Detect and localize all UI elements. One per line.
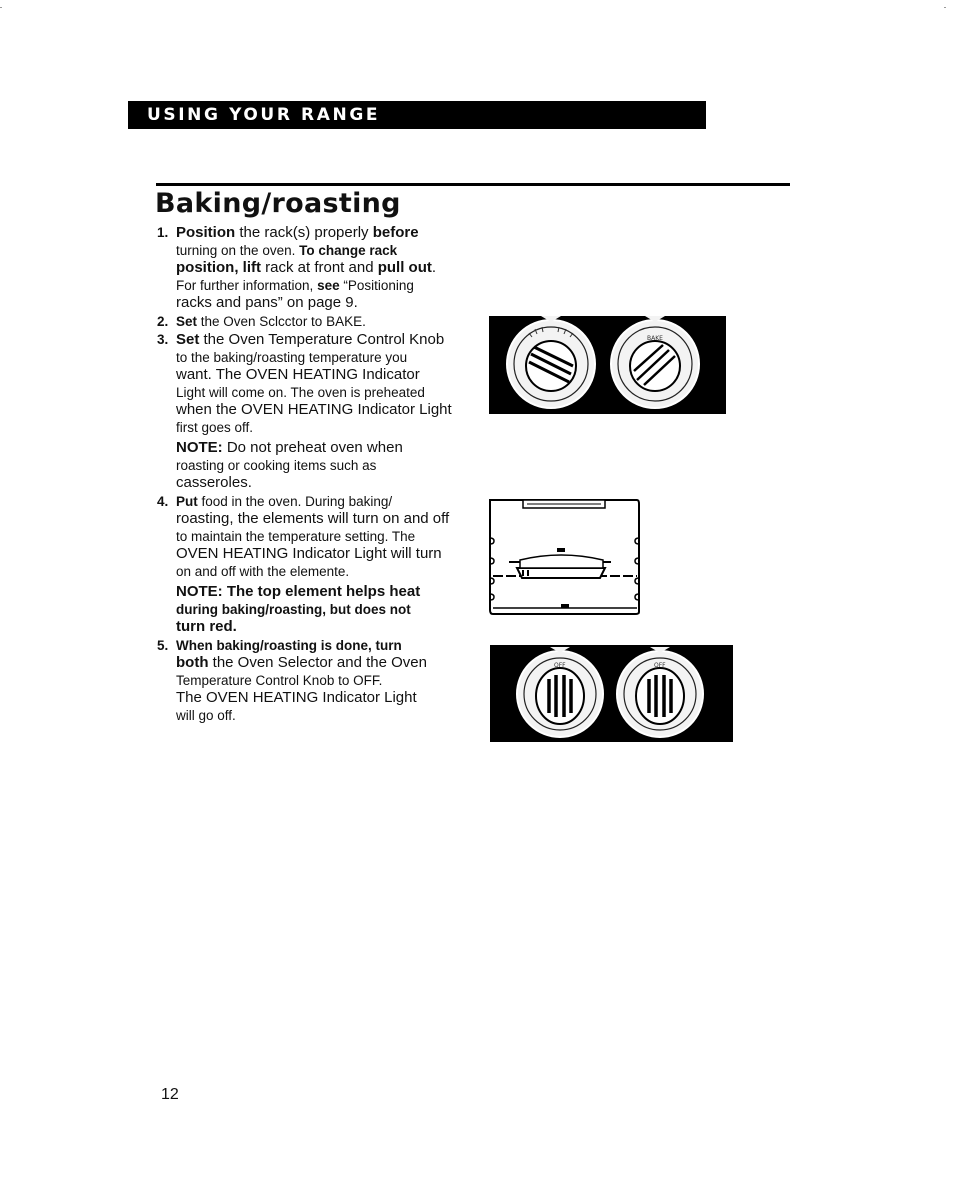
section-header-bar	[128, 101, 706, 129]
bold-text: Put	[176, 493, 198, 509]
step-1	[156, 224, 476, 312]
bold-text: position, lift	[176, 259, 261, 276]
bold-text: Set	[176, 331, 200, 348]
text-line	[176, 637, 476, 655]
text-line	[176, 672, 476, 690]
oven-cavity-illustration	[487, 496, 643, 618]
step-5	[156, 637, 476, 725]
text-line	[176, 545, 476, 563]
text: “Positioning	[339, 277, 414, 293]
text-line	[176, 277, 476, 295]
text: casseroles.	[176, 474, 252, 491]
text: Light will come on. The oven is preheated	[176, 384, 425, 400]
text-line	[176, 349, 476, 367]
text: OVEN HEATING Indicator Light will turn	[176, 545, 442, 562]
text-line	[176, 583, 476, 601]
steps-list	[156, 224, 476, 725]
text-line	[176, 474, 476, 492]
title-rule	[156, 183, 790, 186]
text: rack at front and	[260, 259, 378, 276]
text: to the baking/roasting temperature you	[176, 349, 408, 365]
text-line	[176, 224, 476, 242]
bold-text: To change rack	[299, 242, 398, 258]
text: roasting, the elements will turn on and off	[176, 510, 450, 527]
bold-text: both	[176, 654, 209, 671]
text: racks and pans” on page 9.	[176, 294, 358, 311]
text-line	[176, 439, 476, 457]
text-line	[176, 457, 476, 475]
text: the rack(s) properly	[235, 224, 373, 241]
text: on and off with the elemente.	[176, 563, 350, 579]
text-line	[176, 510, 476, 528]
text: food in the oven. During baking/	[197, 493, 393, 509]
text: .	[431, 259, 437, 276]
step-note	[176, 583, 476, 636]
text: want. The OVEN HEATING Indicator	[176, 366, 420, 383]
bold-text: Position	[176, 224, 236, 241]
text: Do not preheat oven when	[222, 439, 403, 456]
text-line	[176, 242, 476, 260]
text-line	[176, 563, 476, 581]
text-line	[176, 313, 476, 331]
svg-text:BAKE: BAKE	[647, 335, 663, 342]
svg-text:OFF: OFF	[554, 662, 566, 669]
text-line	[176, 618, 476, 636]
step-number: 5.	[157, 637, 169, 653]
step-3	[156, 331, 476, 492]
step-4	[156, 493, 476, 636]
page-title: Baking/roasting	[155, 188, 401, 219]
section-title: USING YOUR RANGE	[147, 105, 381, 125]
text-line	[176, 401, 476, 419]
text-line	[176, 366, 476, 384]
knobs-off-illustration	[490, 645, 733, 742]
text-line	[176, 528, 476, 546]
step-note	[176, 439, 476, 492]
bold-text: turn red.	[176, 618, 237, 635]
text: when the OVEN HEATING Indicator Light	[176, 401, 452, 418]
step-number: 2.	[157, 313, 169, 329]
text: turning on the oven.	[176, 242, 300, 258]
text: first goes off.	[176, 419, 254, 435]
text: The OVEN HEATING Indicator Light	[176, 689, 417, 706]
bold-text: pull out	[377, 259, 432, 276]
text-line	[176, 384, 476, 402]
text: to maintain the temperature setting. The	[176, 528, 416, 544]
bold-text: Set	[176, 313, 198, 329]
bold-text: NOTE:	[176, 439, 223, 456]
text-line	[176, 707, 476, 725]
svg-text:OFF: OFF	[654, 662, 666, 669]
text-line	[176, 331, 476, 349]
text: For further information,	[176, 277, 318, 293]
bold-text: during baking/roasting, but does not	[176, 601, 411, 617]
text-line	[176, 654, 476, 672]
text: roasting or cooking items such as	[176, 457, 377, 473]
step-number: 3.	[157, 332, 169, 347]
text: the Oven Temperature Control Knob	[199, 331, 445, 348]
bold-text: When baking/roasting is done, turn	[176, 637, 402, 653]
knobs-bake-illustration	[489, 316, 726, 414]
step-number: 1.	[157, 225, 169, 240]
page-number: 12	[161, 1086, 179, 1103]
step-number: 4.	[157, 493, 169, 509]
text: Temperature Control Knob to OFF.	[176, 672, 383, 688]
text-line	[176, 294, 476, 312]
text-line	[176, 259, 476, 277]
text-line	[176, 601, 476, 619]
text: the Oven Selector and the Oven	[208, 654, 427, 671]
step-2	[156, 313, 476, 331]
bold-text: before	[372, 224, 419, 241]
text: will go off.	[176, 707, 236, 723]
text-line	[176, 689, 476, 707]
text: the Oven Sclcctor to BAKE.	[197, 313, 366, 329]
text-line	[176, 493, 476, 511]
bold-text: see	[317, 277, 340, 293]
text-line	[176, 419, 476, 437]
bold-text: NOTE: The top element helps heat	[176, 583, 421, 600]
